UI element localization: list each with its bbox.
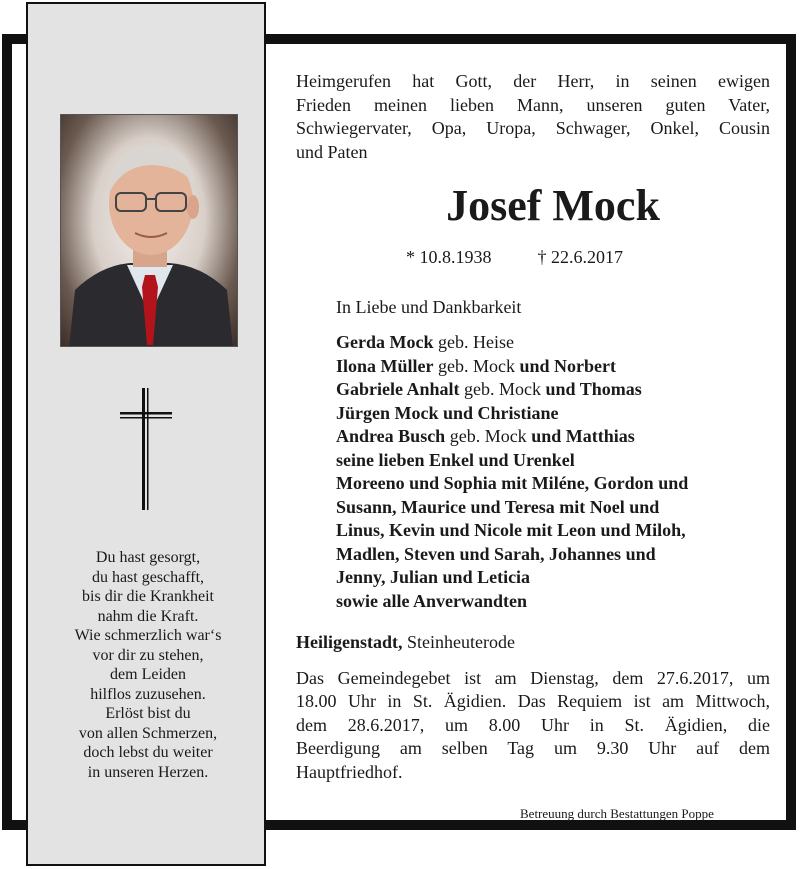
family-line: Ilona Müller geb. Mock und Norbert: [336, 355, 616, 376]
poem: [48, 548, 248, 782]
poem-line: von allen Schmerzen,: [78, 724, 218, 742]
life-dates: [406, 246, 770, 270]
love-line: In Liebe und Dankbarkeit: [336, 296, 522, 317]
intro-line: und Paten: [296, 141, 368, 162]
main-text: [296, 70, 770, 784]
family-line: Moreeno und Sophia mit Miléne, Gordon und: [336, 473, 689, 493]
family-list: [336, 296, 770, 614]
poem-line: nahm die Kraft.: [97, 607, 199, 625]
birth-date: * 10.8.1938: [406, 247, 492, 267]
poem-line: dem Leiden: [110, 666, 186, 683]
family-line: Madlen, Steven und Sarah, Johannes und: [336, 543, 656, 564]
family-line: Andrea Busch geb. Mock und Matthias: [336, 426, 635, 446]
family-line: Jürgen Mock und Christiane: [336, 402, 559, 423]
service-line: Hauptfriedhof.: [296, 761, 403, 782]
sidebar: [26, 2, 266, 866]
intro-line: Heimgerufen hat Gott, der Herr, in seinen ewigen: [296, 71, 770, 91]
intro-line: Schwiegervater, Opa, Uropa, Schwager, Onkel, Cousin: [296, 118, 770, 138]
poem-line: Wie schmerzlich war‘s: [74, 627, 222, 644]
service-line: Das Gemeindegebet ist am Dienstag, dem 27.6.2017, um: [296, 667, 770, 688]
family-line: seine lieben Enkel und Urenkel: [336, 449, 575, 470]
family-line: Gabriele Anhalt geb. Mock und Thomas: [336, 379, 642, 399]
intro-line: Frieden meinen lieben Mann, unseren guten Vater,: [296, 94, 770, 115]
poem-line: Erlöst bist du: [105, 705, 191, 722]
poem-line: bis dir die Krankheit: [82, 588, 214, 605]
place-line: [296, 631, 770, 655]
service-line: dem 28.6.2017, um 8.00 Uhr in St. Ägidien, die: [296, 714, 770, 735]
poem-line: vor dir zu stehen,: [92, 646, 204, 664]
poem-line: hilflos zuzusehen.: [90, 685, 206, 703]
intro-text: [296, 70, 770, 164]
service-info: [296, 667, 770, 785]
funeral-home-credit: Betreuung durch Bestattungen Poppe: [520, 806, 714, 821]
deceased-name: Josef Mock: [446, 181, 660, 230]
place-name: Heiligenstadt,: [296, 632, 403, 652]
service-line: Beerdigung am selben Tag um 9.30 Uhr auf dem: [296, 738, 770, 758]
family-line: Susann, Maurice und Teresa mit Noel und: [336, 496, 660, 517]
family-line: sowie alle Anverwandten: [336, 590, 527, 611]
service-line: 18.00 Uhr in St. Ägidien. Das Requiem ist am Mittwoch,: [296, 691, 770, 711]
place-suffix: Steinheuterode: [402, 632, 515, 652]
family-line: Gerda Mock geb. Heise: [336, 332, 514, 352]
family-line: Linus, Kevin und Nicole mit Leon und Miloh,: [336, 520, 686, 540]
death-date: † 22.6.2017: [537, 247, 623, 267]
family-line: Jenny, Julian und Leticia: [336, 567, 531, 587]
poem-line: du hast geschafft,: [91, 568, 205, 586]
poem-line: in unseren Herzen.: [87, 763, 209, 781]
cross-icon: [116, 388, 176, 510]
portrait-photo: [60, 114, 238, 347]
poem-line: Du hast gesorgt,: [95, 549, 201, 566]
poem-line: doch lebst du weiter: [83, 744, 213, 761]
